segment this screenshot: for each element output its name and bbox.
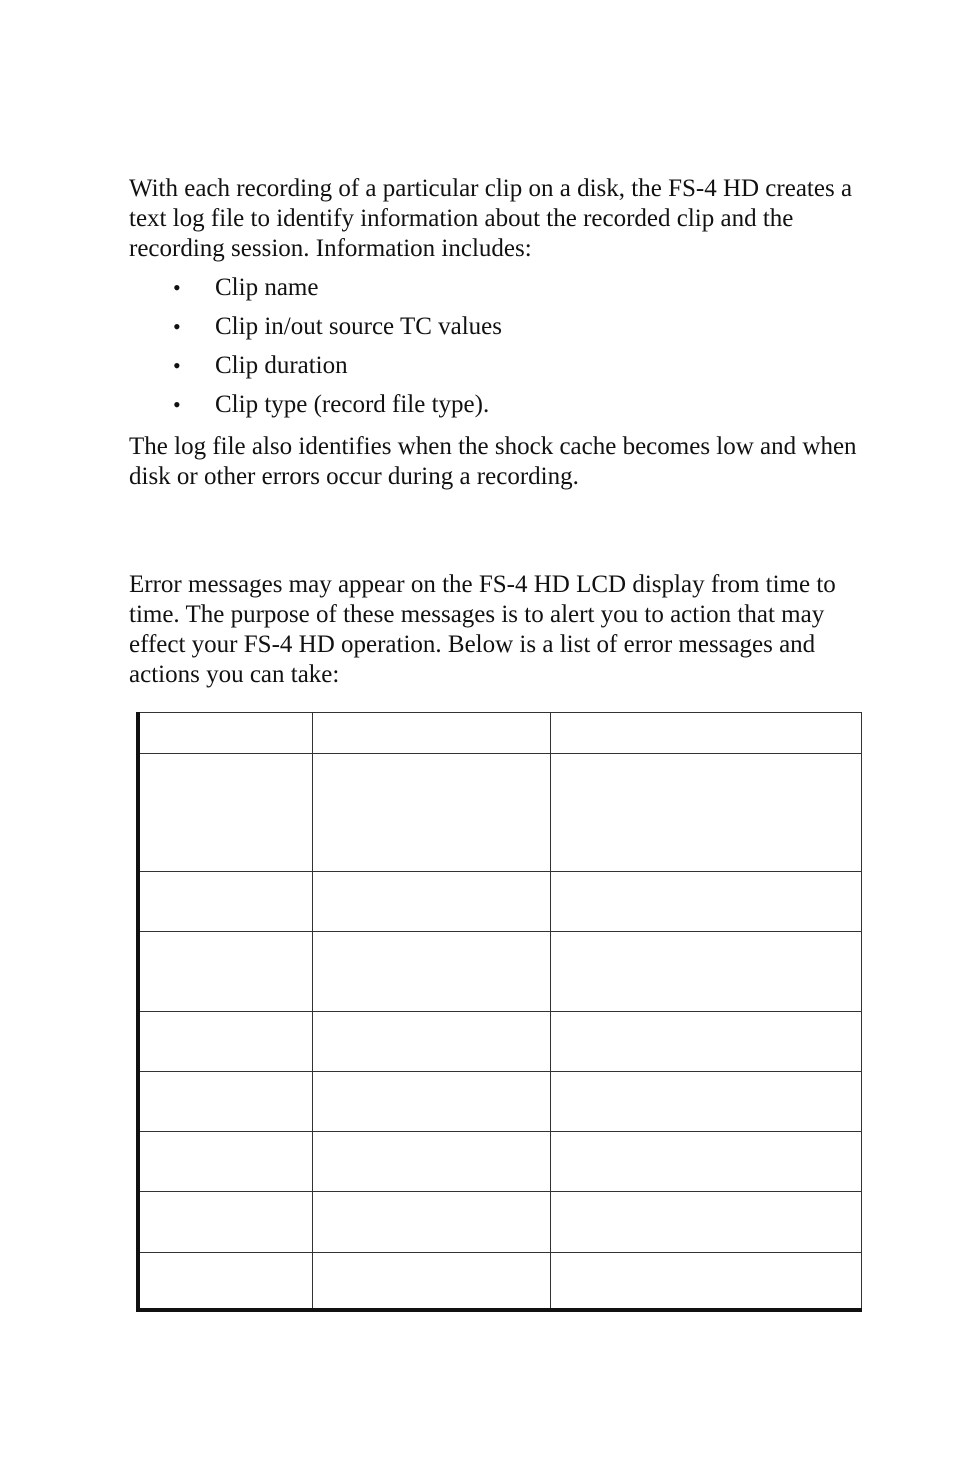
table-cell <box>551 1072 862 1131</box>
table-cell <box>140 1192 313 1252</box>
table-header-row <box>140 712 862 753</box>
table-cell <box>313 1192 551 1252</box>
table-row <box>140 931 862 1011</box>
table-cell <box>551 1012 862 1071</box>
list-item <box>129 273 869 312</box>
table-cell <box>140 932 313 1011</box>
table-row <box>140 1131 862 1191</box>
table-cell <box>551 1253 862 1308</box>
table-cell <box>551 713 862 753</box>
table-cell <box>551 872 862 931</box>
errors-intro-paragraph: Error messages may appear on the FS-4 HD LCD display from time to time. The purpose of these messages is to alert you to action that may effect your FS-4 HD operation. Below is a list of error messages and actions you can take: <box>129 571 836 688</box>
table-cell <box>551 754 862 871</box>
table-row <box>140 1011 862 1071</box>
table-cell <box>140 872 313 931</box>
bullet-icon: • <box>173 314 181 339</box>
table-row <box>140 753 862 871</box>
table-cell <box>313 754 551 871</box>
intro-paragraph: With each recording of a particular clip on a disk, the FS-4 HD creates a text log file to identify information about the recorded clip and the recording session. Information includes: <box>129 175 853 262</box>
list-item <box>129 312 869 351</box>
table-cell <box>313 713 551 753</box>
bullet-icon: • <box>173 353 181 378</box>
list-item-label: Clip duration <box>215 352 348 379</box>
table-cell <box>140 1253 313 1308</box>
table-cell <box>140 713 313 753</box>
table-row <box>140 1191 862 1252</box>
table-cell <box>313 1072 551 1131</box>
bullet-icon: • <box>173 275 181 300</box>
table-cell <box>313 1012 551 1071</box>
table-row <box>140 1071 862 1131</box>
table-cell <box>313 872 551 931</box>
table-cell <box>313 1132 551 1191</box>
table-cell <box>140 1132 313 1191</box>
list-item-label: Clip name <box>215 274 319 301</box>
table-cell <box>313 932 551 1011</box>
table-row <box>140 1252 862 1308</box>
list-item <box>129 351 869 390</box>
table-cell <box>140 754 313 871</box>
table-row <box>140 871 862 931</box>
table-cell <box>551 932 862 1011</box>
error-messages-table <box>136 712 862 1312</box>
table-cell <box>551 1192 862 1252</box>
list-item-label: Clip in/out source TC values <box>215 313 503 340</box>
list-item <box>129 390 869 429</box>
bullet-icon: • <box>173 392 181 417</box>
table-cell <box>313 1253 551 1308</box>
table-cell <box>140 1072 313 1131</box>
log-note-paragraph: The log file also identifies when the shock cache becomes low and when disk or other errors occur during a recording. <box>129 433 857 490</box>
list-item-label: Clip type (record file type). <box>215 391 490 418</box>
log-info-list <box>129 273 869 429</box>
table-cell <box>551 1132 862 1191</box>
table-cell <box>140 1012 313 1071</box>
